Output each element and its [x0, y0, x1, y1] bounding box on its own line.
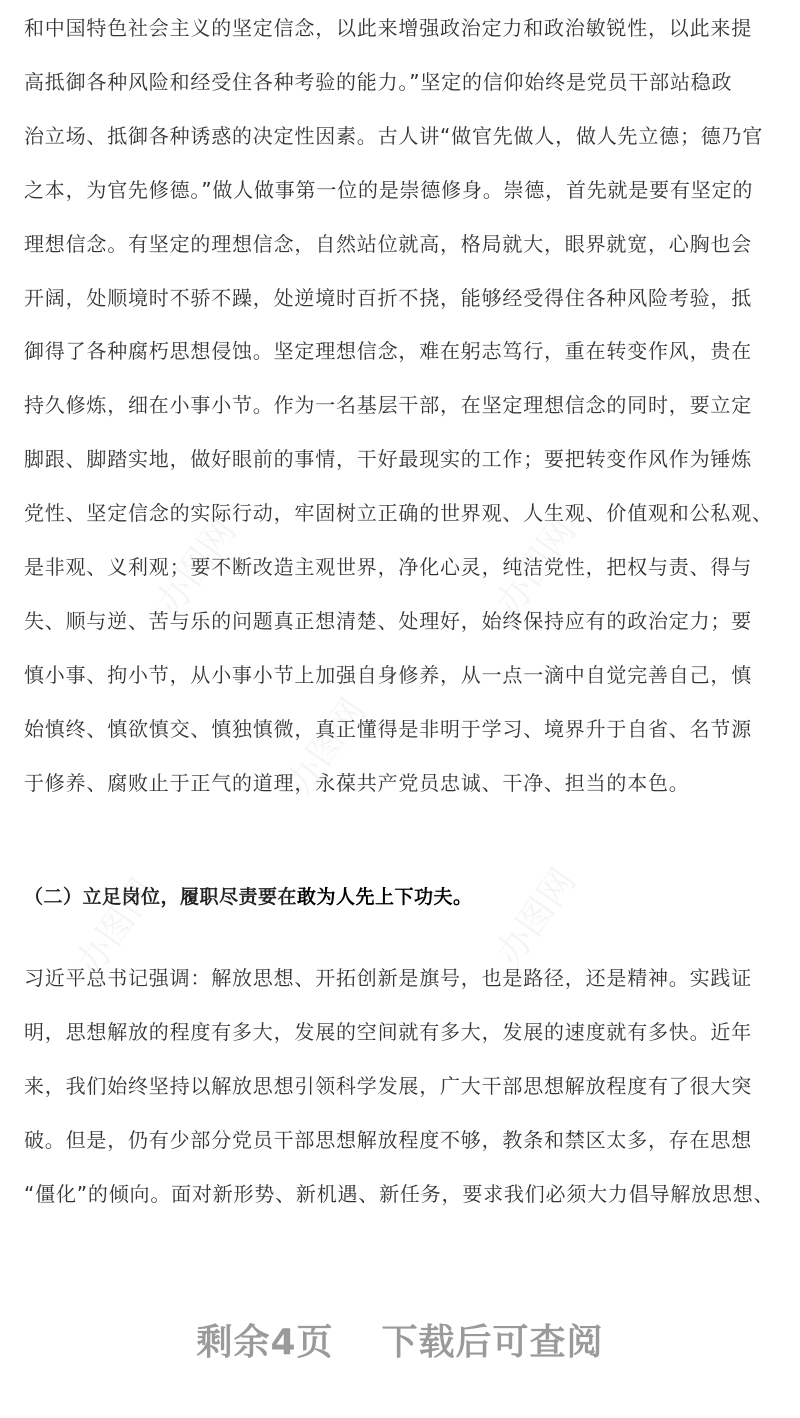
heading-part-2: 敢为人先上下功夫。 [297, 886, 473, 908]
heading-part-1: （二）立足岗位，履职尽责要在 [24, 886, 298, 908]
text-line: 党性、坚定信念的实际行动，牢固树立正确的世界观、人生观、价值观和公私观、 [24, 501, 773, 526]
text-line: 高抵御各种风险和经受住各种考验的能力。”坚定的信仰始终是党员干部站稳政 [24, 69, 733, 94]
text-line: 是非观、义利观；要不断改造主观世界，净化心灵，纯洁党性，把权与责、得与 [24, 555, 752, 579]
text-line: 失、顺与逆、苦与乐的问题真正想清楚、处理好，始终保持应有的政治定力；要 [24, 608, 752, 633]
text-line: 习近平总书记强调：解放思想、开拓创新是旗号，也是路径，还是精神。实践证 [24, 966, 752, 990]
section-heading [24, 882, 473, 912]
watermark-text [482, 857, 586, 975]
text-line: 和中国特色社会主义的坚定信念，以此来增强政治定力和政治敏锐性，以此来提 [24, 16, 752, 40]
text-line: 慎小事、拘小节，从小事小节上加强自身修养，从一点一滴中自觉完善自己，慎 [24, 662, 752, 687]
text-line: 理想信念。有坚定的理想信念，自然站位就高，格局就大，眼界就宽，心胸也会 [24, 231, 752, 256]
text-line: 脚跟、脚踏实地，做好眼前的事情，干好最现实的工作；要把转变作风作为锤炼 [24, 447, 752, 472]
download-prompt[interactable] [0, 1314, 800, 1365]
text-line: 之本，为官先修德。”做人做事第一位的是崇德修身。崇德，首先就是要有坚定的 [24, 177, 754, 202]
text-line: “僵化”的倾向。面对新形势、新机遇、新任务，要求我们必须大力倡导解放思想、 [24, 1182, 775, 1206]
text-line: 治立场、抵御各种诱惑的决定性因素。古人讲“做官先做人，做人先立德；德乃官 [24, 123, 764, 148]
text-line: 持久修炼，细在小事小节。作为一名基层干部，在坚定理想信念的同时，要立定 [24, 393, 752, 418]
text-line: 来，我们始终坚持以解放思想引领科学发展，广大干部思想解放程度有了很大突 [24, 1074, 752, 1098]
text-line: 始慎终、慎欲慎交、慎独慎微，真正懂得是非明于学习、境界升于自省、名节源 [24, 716, 752, 741]
text-line: 明，思想解放的程度有多大，发展的空间就有多大，发展的速度就有多快。近年 [24, 1020, 752, 1044]
remaining-pages-label: 剩余4页 [196, 1322, 334, 1363]
text-line: 破。但是，仍有少部分党员干部思想解放程度不够，教条和禁区太多，存在思想 [24, 1128, 752, 1152]
text-line: 于修养、腐败止于正气的道理，永葆共产党员忠诚、干净、担当的本色。 [24, 770, 690, 795]
text-line: 御得了各种腐朽思想侵蚀。坚定理想信念，难在躬志笃行，重在转变作风，贵在 [24, 339, 752, 364]
text-line: 开阔，处顺境时不骄不躁，处逆境时百折不挠，能够经受得住各种风险考验，抵 [24, 285, 752, 310]
download-to-view-label: 下载后可查阅 [381, 1322, 604, 1363]
